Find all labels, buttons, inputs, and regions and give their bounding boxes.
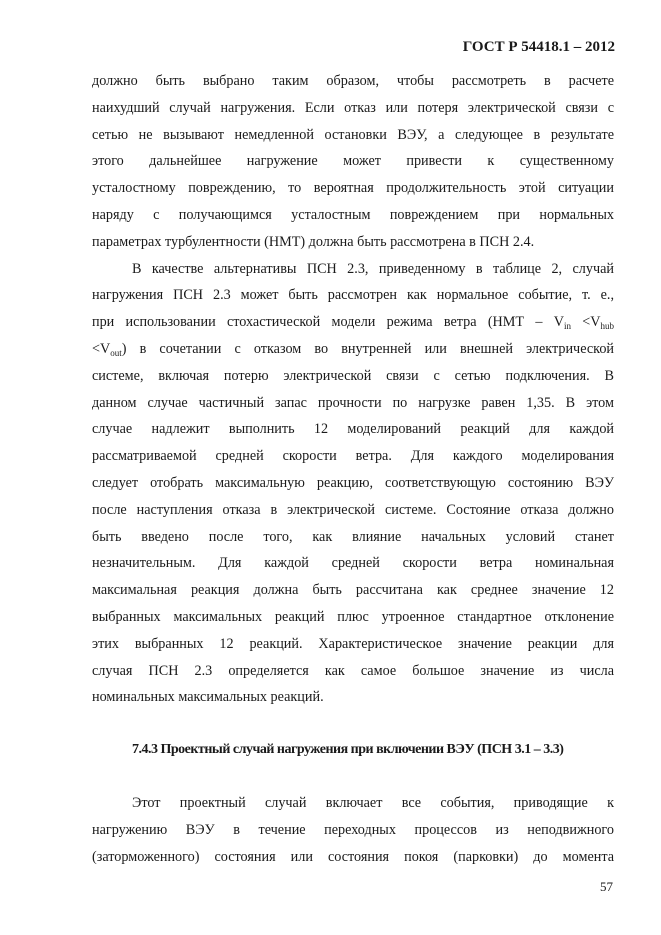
text-line: наряду с получающимся усталостным повреждением при нормальных xyxy=(92,206,614,223)
text-line: должно быть выбрано таким образом, чтобы рассмотреть в расчете xyxy=(92,73,614,89)
paragraph-3 xyxy=(92,790,614,870)
text-line: случае надлежит выполнить 12 моделирований реакций для каждой xyxy=(92,421,614,438)
text-line: незначительным. Для каждой средней скорости ветра номинальная xyxy=(92,555,614,572)
text-line: данном случае частичный запас прочности по нагрузке равен 1,35. В этом xyxy=(92,394,614,411)
paragraph-1 xyxy=(92,68,614,256)
text-line: этого дальнейшее нагружение может привести к существенному xyxy=(92,153,614,170)
document-header: ГОСТ Р 54418.1 – 2012 xyxy=(462,39,615,55)
text-line: усталостному повреждению, то вероятная продолжительность этой ситуации xyxy=(92,180,614,197)
text-line: максимальная реакция должна быть рассчитана как среднее значение 12 xyxy=(92,582,614,599)
paragraph-2 xyxy=(92,256,614,712)
text-line-with-subscripts xyxy=(92,309,614,336)
text-line: параметрах турбулентности (НМТ) должна быть рассмотрена в ПСН 2.4. xyxy=(92,233,535,250)
text-line: нагружения ПСН 2.3 может быть рассмотрен как нормальное событие, т. е., xyxy=(92,287,614,304)
text-line-with-subscripts xyxy=(92,336,614,363)
text-line: после наступления отказа в электрической системе. Состояние отказа должно xyxy=(92,501,614,518)
text-line: Этот проектный случай включает все события, приводящие к xyxy=(132,794,614,811)
text-line: этих выбранных 12 реакций. Характеристическое значение реакции для xyxy=(92,635,614,652)
text-line: сетью не вызывают немедленной остановки ВЭУ, а следующее в результате xyxy=(92,126,614,143)
line-text: при использовании стохастической модели режима ветра (НМТ – V xyxy=(92,314,564,331)
subscript-hub: hub xyxy=(600,321,614,332)
text-line: быть введено после того, как влияние начальных условий станет xyxy=(92,528,614,545)
line-text: <V xyxy=(570,314,601,331)
text-line: (заторможенного) состояния или состояния покоя (парковки) до момента xyxy=(92,848,614,865)
line-text: <V xyxy=(92,340,111,357)
subscript-in: in xyxy=(563,321,571,332)
line-text: ) в сочетании с отказом во внутренней или внешней электрической xyxy=(121,340,614,357)
text-line: В качестве альтернативы ПСН 2.3, приведенному в таблице 2, случай xyxy=(132,260,614,277)
text-line: следует отобрать максимальную реакцию, соответствующую состоянию ВЭУ xyxy=(92,474,614,491)
text-line: выбранных максимальных реакций плюс утроенное стандартное отклонение xyxy=(92,608,614,625)
spacer xyxy=(92,711,614,737)
spacer xyxy=(92,764,614,790)
section-heading: 7.4.3 Проектный случай нагружения при включении ВЭУ (ПСН 3.1 – 3.3) xyxy=(132,742,564,758)
text-line: рассматриваемой средней скорости ветра. Для каждого моделирования xyxy=(92,448,614,465)
text-line: номинальных максимальных реакций. xyxy=(92,689,324,706)
text-line: случая ПСН 2.3 определяется как самое большое значение из числа xyxy=(92,662,614,679)
text-line: наихудший случай нагружения. Если отказ или потеря электрической связи с xyxy=(92,99,614,116)
subscript-out: out xyxy=(110,347,122,358)
body-text xyxy=(92,68,614,870)
text-line: системе, включая потерю электрической связи с сетью подключения. В xyxy=(92,367,614,384)
page-number: 57 xyxy=(600,879,613,894)
text-line: нагружению ВЭУ в течение переходных процессов из неподвижного xyxy=(92,821,614,838)
